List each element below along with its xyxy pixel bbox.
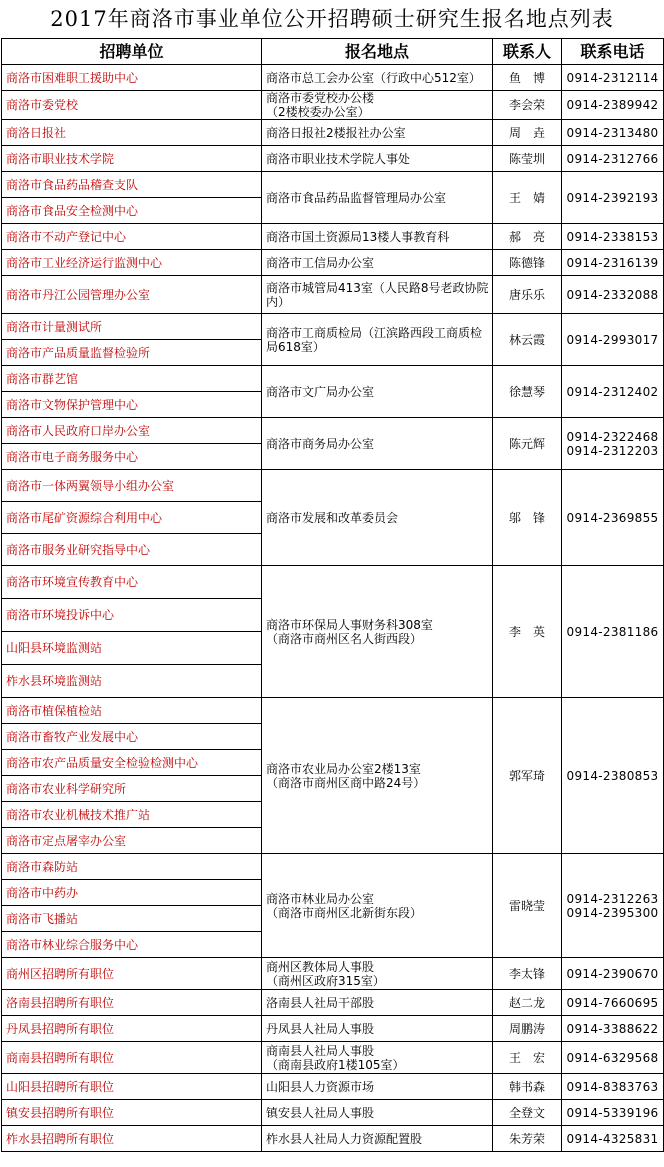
location-cell: 丹凤县人社局人事股 xyxy=(262,1016,493,1042)
table-row xyxy=(2,1016,664,1042)
unit-cell: 商洛市定点屠宰办公室 xyxy=(2,828,262,854)
contact-cell: 陈德锋 xyxy=(493,250,562,276)
location-cell: 商州区教体局人事股 （商州区政府315室） xyxy=(262,958,493,990)
contact-cell: 徐慧琴 xyxy=(493,366,562,418)
contact-cell: 李会荣 xyxy=(493,91,562,120)
phone-cell: 0914-2390670 xyxy=(562,958,664,990)
location-cell: 商洛市委党校办公楼 （2楼校委办公室） xyxy=(262,91,493,120)
contact-cell: 鱼 博 xyxy=(493,65,562,91)
phone-cell: 0914-2322468 0914-2312203 xyxy=(562,418,664,470)
location-cell: 商洛市工商质检局（江滨路西段工商质检局618室） xyxy=(262,314,493,366)
unit-cell: 商洛市群艺馆 xyxy=(2,366,262,392)
table-row xyxy=(2,224,664,250)
location-cell: 商洛市职业技术学院人事处 xyxy=(262,146,493,172)
phone-cell: 0914-2312402 xyxy=(562,366,664,418)
unit-cell: 商洛市丹江公园管理办公室 xyxy=(2,276,262,314)
phone-cell: 0914-3388622 xyxy=(562,1016,664,1042)
table-row xyxy=(2,146,664,172)
unit-cell: 商洛市人民政府口岸办公室 xyxy=(2,418,262,444)
table-row xyxy=(2,566,664,599)
unit-cell: 商洛市工业经济运行监测中心 xyxy=(2,250,262,276)
unit-cell: 商南县招聘所有职位 xyxy=(2,1042,262,1074)
table-header-row xyxy=(2,39,664,65)
unit-cell: 山阳县招聘所有职位 xyxy=(2,1074,262,1100)
table-row xyxy=(2,418,664,444)
phone-cell: 0914-5339196 xyxy=(562,1100,664,1126)
phone-cell: 0914-2993017 xyxy=(562,314,664,366)
contact-cell: 王 宏 xyxy=(493,1042,562,1074)
table-row xyxy=(2,120,664,146)
phone-cell: 0914-2369855 xyxy=(562,470,664,566)
unit-cell: 商洛市环境宣传教育中心 xyxy=(2,566,262,599)
table-body xyxy=(2,65,664,1152)
phone-cell: 0914-2312114 xyxy=(562,65,664,91)
table-row xyxy=(2,854,664,880)
unit-cell: 丹凤县招聘所有职位 xyxy=(2,1016,262,1042)
unit-cell: 商洛市农产品质量安全检验检测中心 xyxy=(2,750,262,776)
unit-cell: 商洛市飞播站 xyxy=(2,906,262,932)
table-row xyxy=(2,1126,664,1152)
unit-cell: 商洛市不动产登记中心 xyxy=(2,224,262,250)
recruitment-table xyxy=(1,38,664,1152)
contact-cell: 邬 锋 xyxy=(493,470,562,566)
unit-cell: 商洛市森防站 xyxy=(2,854,262,880)
table-row xyxy=(2,314,664,340)
location-cell: 洛南县人社局干部股 xyxy=(262,990,493,1016)
unit-cell: 洛南县招聘所有职位 xyxy=(2,990,262,1016)
contact-cell: 朱芳荣 xyxy=(493,1126,562,1152)
location-cell: 商洛市环保局人事财务科308室 （商洛市商州区名人街西段） xyxy=(262,566,493,698)
table-row xyxy=(2,366,664,392)
unit-cell: 商洛市尾矿资源综合利用中心 xyxy=(2,502,262,534)
contact-cell: 唐乐乐 xyxy=(493,276,562,314)
unit-cell: 商洛市一体两翼领导小组办公室 xyxy=(2,470,262,502)
contact-cell: 赵二龙 xyxy=(493,990,562,1016)
phone-cell: 0914-6329568 xyxy=(562,1042,664,1074)
unit-cell: 商洛市畜牧产业发展中心 xyxy=(2,724,262,750)
location-cell: 商洛市工信局办公室 xyxy=(262,250,493,276)
unit-cell: 商洛市农业机械技术推广站 xyxy=(2,802,262,828)
phone-cell: 0914-2389942 xyxy=(562,91,664,120)
table-row xyxy=(2,172,664,198)
phone-cell: 0914-2312766 xyxy=(562,146,664,172)
header-location: 报名地点 xyxy=(262,39,493,65)
table-row xyxy=(2,990,664,1016)
location-cell: 商洛市发展和改革委员会 xyxy=(262,470,493,566)
unit-cell: 山阳县环境监测站 xyxy=(2,632,262,665)
location-cell: 商洛市城管局413室（人民路8号老政协院内） xyxy=(262,276,493,314)
table-row xyxy=(2,1074,664,1100)
contact-cell: 郝 亮 xyxy=(493,224,562,250)
unit-cell: 商州区招聘所有职位 xyxy=(2,958,262,990)
unit-cell: 商洛市服务业研究指导中心 xyxy=(2,534,262,566)
unit-cell: 商洛市计量测试所 xyxy=(2,314,262,340)
location-cell: 商洛市农业局办公室2楼13室 （商洛市商州区商中路24号） xyxy=(262,698,493,854)
location-cell: 商洛市总工会办公室（行政中心512室） xyxy=(262,65,493,91)
header-contact: 联系人 xyxy=(493,39,562,65)
phone-cell: 0914-7660695 xyxy=(562,990,664,1016)
contact-cell: 周 垚 xyxy=(493,120,562,146)
unit-cell: 商洛市产品质量监督检验所 xyxy=(2,340,262,366)
unit-cell: 商洛市职业技术学院 xyxy=(2,146,262,172)
phone-cell: 0914-8383763 xyxy=(562,1074,664,1100)
unit-cell: 商洛市困难职工援助中心 xyxy=(2,65,262,91)
contact-cell: 雷晓莹 xyxy=(493,854,562,958)
unit-cell: 商洛市中药办 xyxy=(2,880,262,906)
header-phone: 联系电话 xyxy=(562,39,664,65)
contact-cell: 全登文 xyxy=(493,1100,562,1126)
location-cell: 商洛市食品药品监督管理局办公室 xyxy=(262,172,493,224)
phone-cell: 0914-2338153 xyxy=(562,224,664,250)
page-title: 2017年商洛市事业单位公开招聘硕士研究生报名地点列表 xyxy=(50,7,614,31)
location-cell: 商洛市商务局办公室 xyxy=(262,418,493,470)
table-row xyxy=(2,1100,664,1126)
unit-cell: 商洛市农业科学研究所 xyxy=(2,776,262,802)
contact-cell: 韩书森 xyxy=(493,1074,562,1100)
phone-cell: 0914-2312263 0914-2395300 xyxy=(562,854,664,958)
unit-cell: 商洛市林业综合服务中心 xyxy=(2,932,262,958)
contact-cell: 李太锋 xyxy=(493,958,562,990)
unit-cell: 镇安县招聘所有职位 xyxy=(2,1100,262,1126)
unit-cell: 柞水县环境监测站 xyxy=(2,665,262,698)
location-cell: 商洛日报社2楼报社办公室 xyxy=(262,120,493,146)
header-unit: 招聘单位 xyxy=(2,39,262,65)
location-cell: 商洛市国土资源局13楼人事教育科 xyxy=(262,224,493,250)
location-cell: 柞水县人社局人力资源配置股 xyxy=(262,1126,493,1152)
location-cell: 商洛市林业局办公室 （商洛市商州区北新街东段） xyxy=(262,854,493,958)
table-row xyxy=(2,91,664,120)
phone-cell: 0914-2316139 xyxy=(562,250,664,276)
contact-cell: 林云霞 xyxy=(493,314,562,366)
table-row xyxy=(2,250,664,276)
unit-cell: 商洛市植保植检站 xyxy=(2,698,262,724)
contact-cell: 陈元辉 xyxy=(493,418,562,470)
contact-cell: 周鹏涛 xyxy=(493,1016,562,1042)
phone-cell: 0914-2380853 xyxy=(562,698,664,854)
phone-cell: 0914-2313480 xyxy=(562,120,664,146)
unit-cell: 商洛市电子商务服务中心 xyxy=(2,444,262,470)
unit-cell: 商洛市食品安全检测中心 xyxy=(2,198,262,224)
unit-cell: 商洛市文物保护管理中心 xyxy=(2,392,262,418)
contact-cell: 李 英 xyxy=(493,566,562,698)
phone-cell: 0914-2392193 xyxy=(562,172,664,224)
unit-cell: 柞水县招聘所有职位 xyxy=(2,1126,262,1152)
location-cell: 山阳县人力资源市场 xyxy=(262,1074,493,1100)
table-row xyxy=(2,276,664,314)
phone-cell: 0914-4325831 xyxy=(562,1126,664,1152)
table-row xyxy=(2,698,664,724)
phone-cell: 0914-2381186 xyxy=(562,566,664,698)
table-row xyxy=(2,65,664,91)
location-cell: 商洛市文广局办公室 xyxy=(262,366,493,418)
table-row xyxy=(2,1042,664,1074)
unit-cell: 商洛市食品药品稽查支队 xyxy=(2,172,262,198)
contact-cell: 陈莹圳 xyxy=(493,146,562,172)
unit-cell: 商洛日报社 xyxy=(2,120,262,146)
contact-cell: 郭军琦 xyxy=(493,698,562,854)
location-cell: 商南县人社局人事股 （商南县政府1楼105室） xyxy=(262,1042,493,1074)
table-row xyxy=(2,958,664,990)
unit-cell: 商洛市委党校 xyxy=(2,91,262,120)
table-row xyxy=(2,470,664,502)
unit-cell: 商洛市环境投诉中心 xyxy=(2,599,262,632)
contact-cell: 王 婧 xyxy=(493,172,562,224)
location-cell: 镇安县人社局人事股 xyxy=(262,1100,493,1126)
phone-cell: 0914-2332088 xyxy=(562,276,664,314)
